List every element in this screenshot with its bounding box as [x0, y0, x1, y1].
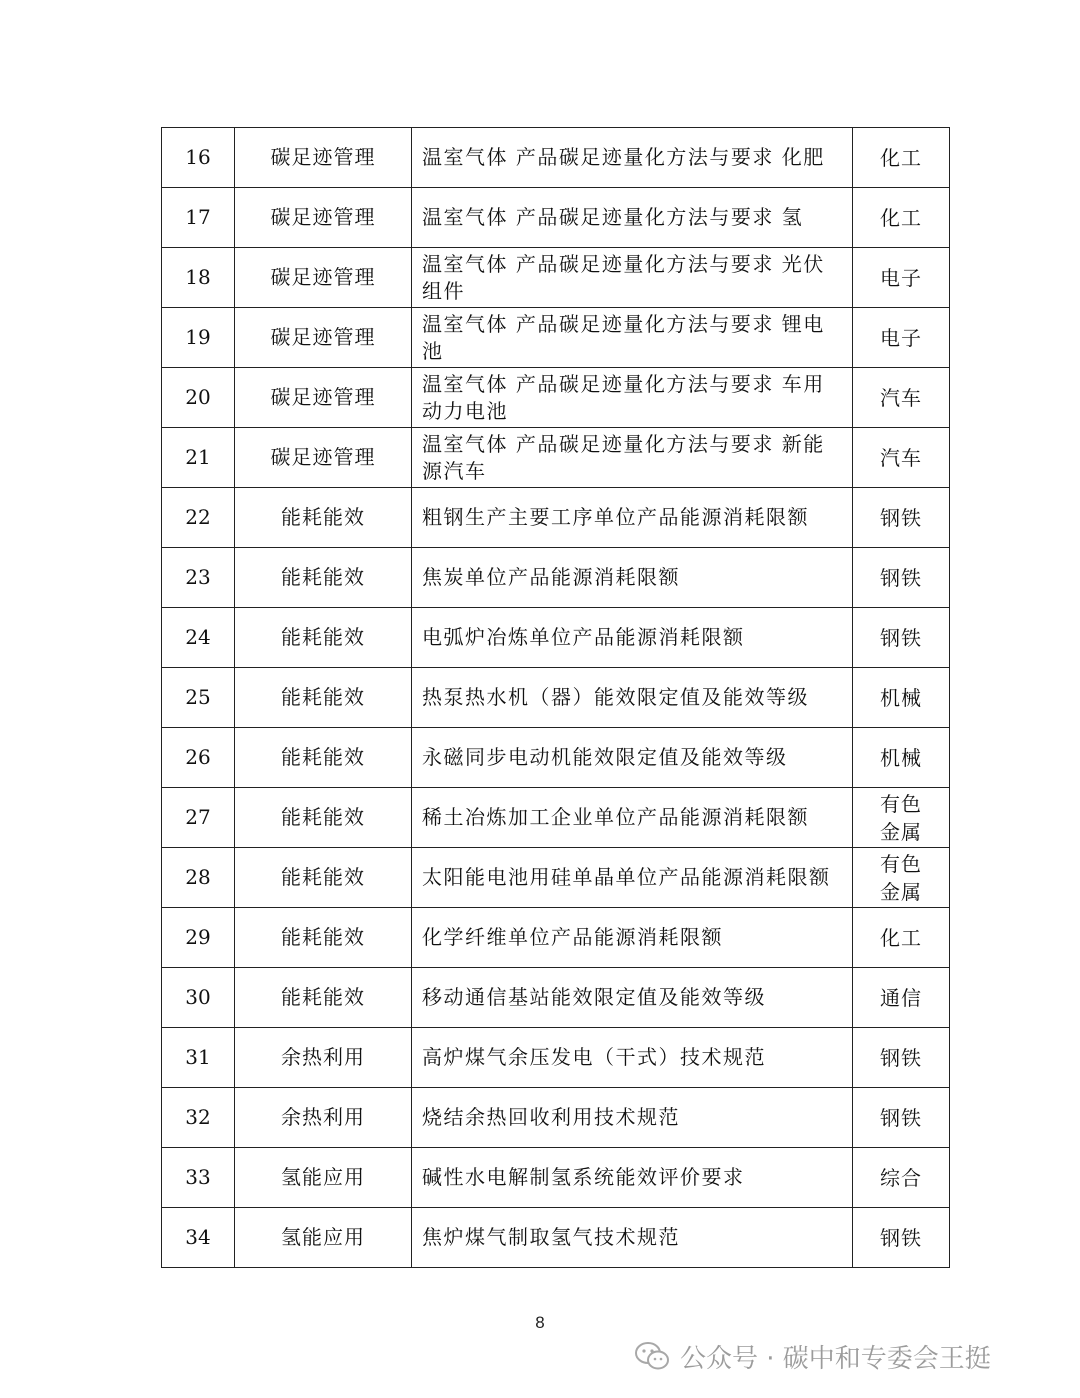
row-standard-name: 移动通信基站能效限定值及能效等级	[412, 968, 853, 1028]
row-category: 能耗能效	[235, 488, 412, 548]
row-industry-text: 综合	[880, 1165, 922, 1190]
row-industry	[853, 368, 950, 428]
row-standard-name: 电弧炉冶炼单位产品能源消耗限额	[412, 608, 853, 668]
row-category: 碳足迹管理	[235, 248, 412, 308]
row-category: 碳足迹管理	[235, 188, 412, 248]
row-industry	[853, 968, 950, 1028]
row-category: 氢能应用	[235, 1148, 412, 1208]
row-industry	[853, 1028, 950, 1088]
row-standard-name: 太阳能电池用硅单晶单位产品能源消耗限额	[412, 848, 853, 908]
row-number: 25	[162, 668, 235, 728]
row-standard-name: 化学纤维单位产品能源消耗限额	[412, 908, 853, 968]
row-number: 22	[162, 488, 235, 548]
row-industry	[853, 1208, 950, 1268]
table-row	[162, 308, 950, 368]
row-standard-name: 温室气体 产品碳足迹量化方法与要求 新能源汽车	[412, 428, 853, 488]
row-standard-name: 粗钢生产主要工序单位产品能源消耗限额	[412, 488, 853, 548]
table-row	[162, 548, 950, 608]
row-industry-text: 电子	[880, 325, 922, 350]
row-industry	[853, 128, 950, 188]
row-category: 余热利用	[235, 1088, 412, 1148]
row-industry	[853, 848, 950, 908]
row-number: 21	[162, 428, 235, 488]
row-industry-text: 有色金属	[880, 791, 922, 844]
row-category: 余热利用	[235, 1028, 412, 1088]
row-number: 29	[162, 908, 235, 968]
row-industry-text: 钢铁	[880, 565, 922, 590]
table-row	[162, 968, 950, 1028]
row-category: 碳足迹管理	[235, 128, 412, 188]
row-standard-name: 温室气体 产品碳足迹量化方法与要求 车用动力电池	[412, 368, 853, 428]
row-industry-text: 汽车	[880, 385, 922, 410]
row-category: 碳足迹管理	[235, 428, 412, 488]
row-industry-text: 机械	[880, 745, 922, 770]
row-category: 能耗能效	[235, 728, 412, 788]
table-row	[162, 368, 950, 428]
row-standard-name: 焦炭单位产品能源消耗限额	[412, 548, 853, 608]
row-industry	[853, 548, 950, 608]
row-industry	[853, 308, 950, 368]
row-industry-text: 钢铁	[880, 1225, 922, 1250]
row-number: 16	[162, 128, 235, 188]
table-row	[162, 728, 950, 788]
row-standard-name: 热泵热水机（器）能效限定值及能效等级	[412, 668, 853, 728]
row-category: 碳足迹管理	[235, 368, 412, 428]
row-number: 19	[162, 308, 235, 368]
row-number: 33	[162, 1148, 235, 1208]
row-industry	[853, 248, 950, 308]
row-number: 24	[162, 608, 235, 668]
row-number: 26	[162, 728, 235, 788]
row-number: 31	[162, 1028, 235, 1088]
table-row	[162, 668, 950, 728]
row-standard-name: 高炉煤气余压发电（干式）技术规范	[412, 1028, 853, 1088]
table-row	[162, 1088, 950, 1148]
row-industry	[853, 668, 950, 728]
standards-table-body	[162, 128, 950, 1268]
row-industry	[853, 1088, 950, 1148]
watermark-text: 公众号 · 碳中和专委会王挺	[680, 1343, 991, 1374]
table-row	[162, 428, 950, 488]
table-row	[162, 608, 950, 668]
row-industry	[853, 188, 950, 248]
row-standard-name: 温室气体 产品碳足迹量化方法与要求 光伏组件	[412, 248, 853, 308]
wechat-icon	[634, 1341, 670, 1371]
row-category: 能耗能效	[235, 968, 412, 1028]
row-industry	[853, 488, 950, 548]
row-industry-text: 钢铁	[880, 1105, 922, 1130]
table-row	[162, 908, 950, 968]
row-standard-name: 碱性水电解制氢系统能效评价要求	[412, 1148, 853, 1208]
row-industry-text: 钢铁	[880, 1045, 922, 1070]
row-industry-text: 电子	[880, 265, 922, 290]
row-category: 能耗能效	[235, 848, 412, 908]
row-category: 能耗能效	[235, 788, 412, 848]
row-category: 碳足迹管理	[235, 308, 412, 368]
page-number: 8	[535, 1313, 545, 1332]
table-row	[162, 1148, 950, 1208]
table-row	[162, 248, 950, 308]
row-industry-text: 化工	[880, 145, 922, 170]
row-industry	[853, 728, 950, 788]
row-industry-text: 通信	[880, 985, 922, 1010]
row-number: 17	[162, 188, 235, 248]
row-category: 能耗能效	[235, 908, 412, 968]
standards-table	[161, 127, 950, 1268]
row-industry-text: 化工	[880, 205, 922, 230]
row-standard-name: 永磁同步电动机能效限定值及能效等级	[412, 728, 853, 788]
table-row	[162, 1028, 950, 1088]
row-category: 能耗能效	[235, 668, 412, 728]
table-row	[162, 788, 950, 848]
row-industry	[853, 788, 950, 848]
row-standard-name: 温室气体 产品碳足迹量化方法与要求 锂电池	[412, 308, 853, 368]
row-number: 30	[162, 968, 235, 1028]
table-row	[162, 188, 950, 248]
row-number: 28	[162, 848, 235, 908]
row-industry-text: 机械	[880, 685, 922, 710]
watermark	[634, 1334, 991, 1378]
row-standard-name: 温室气体 产品碳足迹量化方法与要求 化肥	[412, 128, 853, 188]
table-row	[162, 848, 950, 908]
row-industry-text: 汽车	[880, 445, 922, 470]
row-standard-name: 烧结余热回收利用技术规范	[412, 1088, 853, 1148]
row-industry	[853, 908, 950, 968]
row-industry-text: 钢铁	[880, 505, 922, 530]
row-industry-text: 钢铁	[880, 625, 922, 650]
row-number: 20	[162, 368, 235, 428]
row-number: 34	[162, 1208, 235, 1268]
row-number: 23	[162, 548, 235, 608]
row-industry-text: 有色金属	[880, 851, 922, 904]
row-industry-text: 化工	[880, 925, 922, 950]
row-standard-name: 温室气体 产品碳足迹量化方法与要求 氢	[412, 188, 853, 248]
table-row	[162, 488, 950, 548]
row-category: 能耗能效	[235, 608, 412, 668]
table-row	[162, 1208, 950, 1268]
row-category: 氢能应用	[235, 1208, 412, 1268]
row-number: 18	[162, 248, 235, 308]
row-category: 能耗能效	[235, 548, 412, 608]
table-row	[162, 128, 950, 188]
row-industry	[853, 428, 950, 488]
row-number: 27	[162, 788, 235, 848]
row-standard-name: 稀土冶炼加工企业单位产品能源消耗限额	[412, 788, 853, 848]
row-industry	[853, 608, 950, 668]
row-standard-name: 焦炉煤气制取氢气技术规范	[412, 1208, 853, 1268]
row-industry	[853, 1148, 950, 1208]
row-number: 32	[162, 1088, 235, 1148]
